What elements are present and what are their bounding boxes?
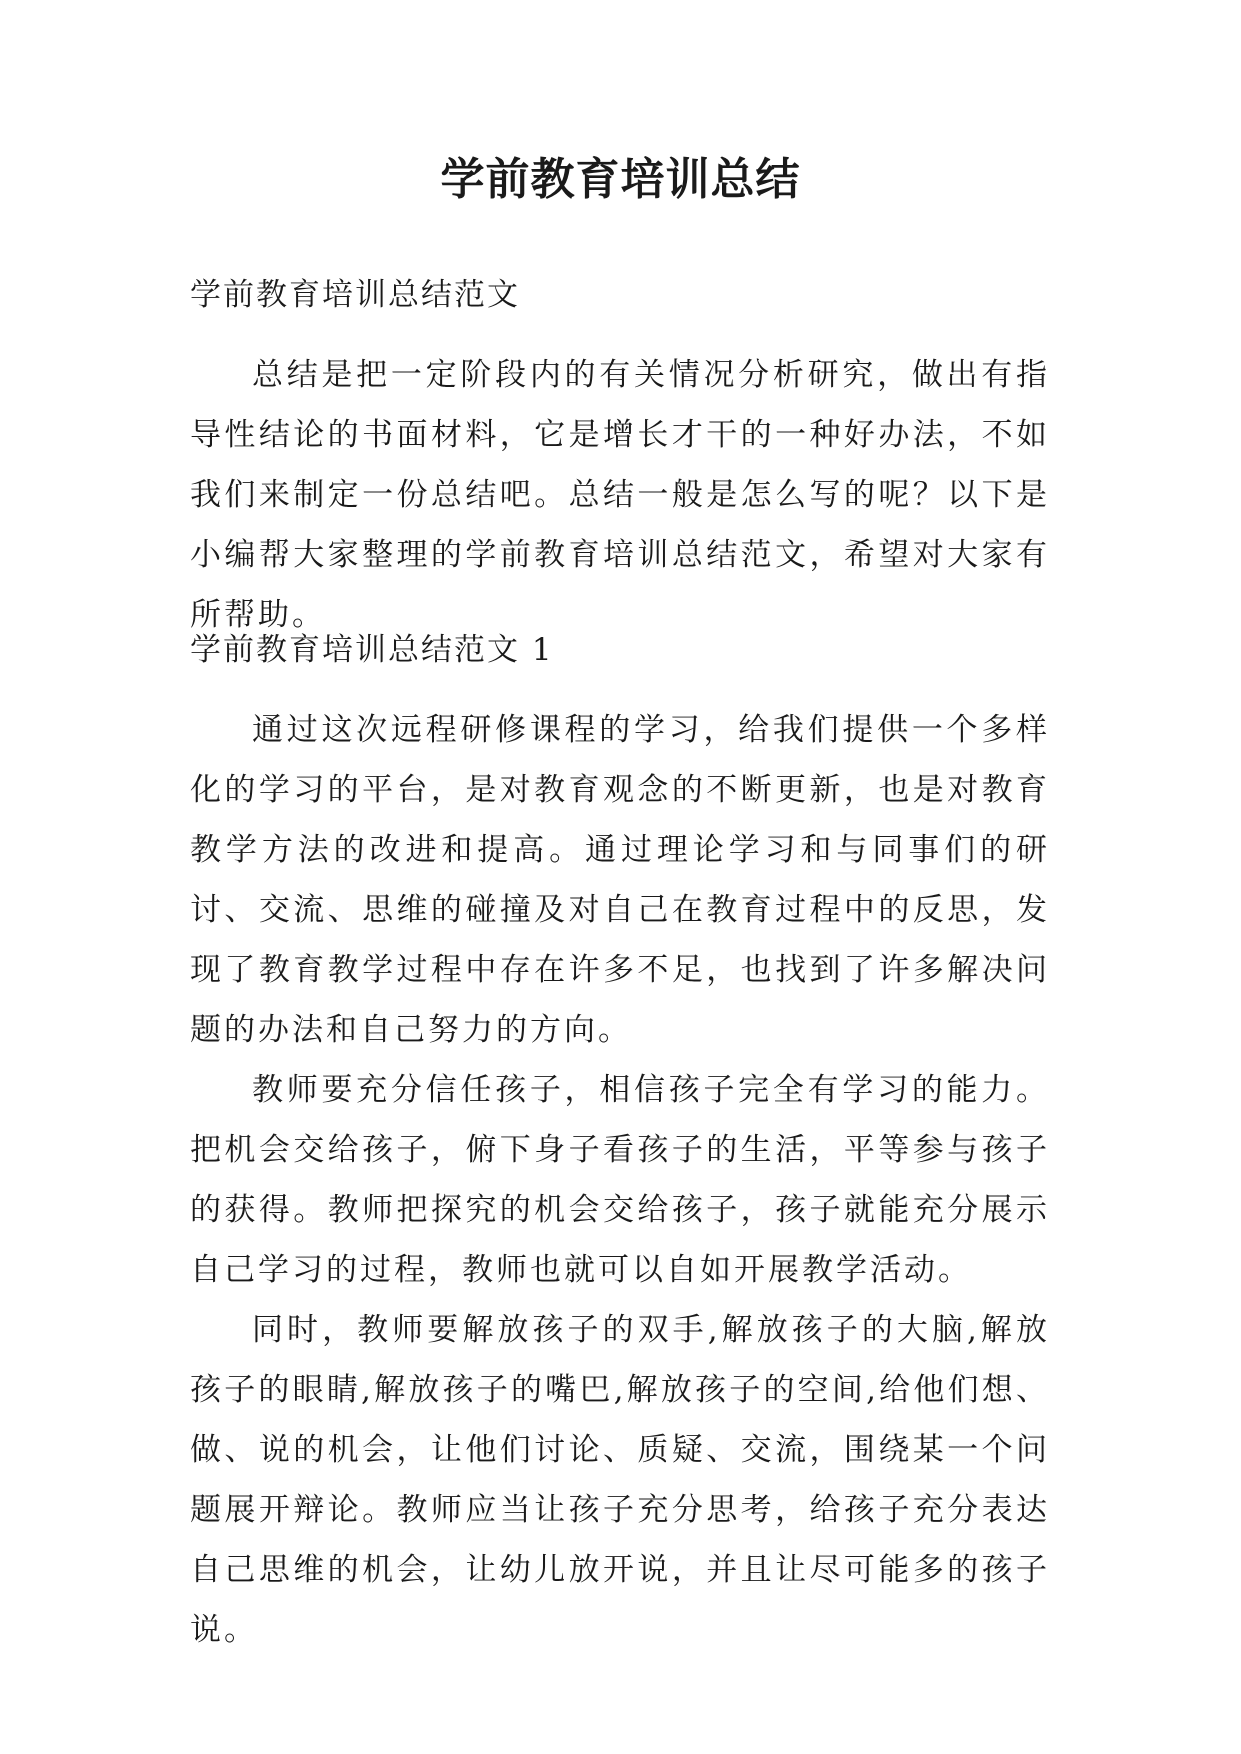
section1-paragraph-3: 同时，教师要解放孩子的双手,解放孩子的大脑,解放孩子的眼睛,解放孩子的嘴巴,解放孩子的空间,给他们想、做、说的机会，让他们讨论、质疑、交流，围绕某一个问题展开辩论。教师应当让孩子充分思考，给孩子充分表达自己思维的机会，让幼儿放开说，并且让尽可能多的孩子说。 (190, 1312, 1050, 1648)
section1-paragraph-2: 教师要充分信任孩子，相信孩子完全有学习的能力。把机会交给孩子，俯下身子看孩子的生活，平等参与孩子的获得。教师把探究的机会交给孩子，孩子就能充分展示自己学习的过程，教师也就可以自如开展教学活动。 (190, 1072, 1050, 1288)
intro-heading: 学前教育培训总结范文 (190, 277, 520, 313)
section1-heading: 学前教育培训总结范文 1 (190, 632, 554, 668)
intro-paragraph: 总结是把一定阶段内的有关情况分析研究，做出有指导性结论的书面材料，它是增长才干的一种好办法，不如我们来制定一份总结吧。总结一般是怎么写的呢？以下是小编帮大家整理的学前教育培训总结范文，希望对大家有所帮助。 (190, 357, 1050, 633)
section1-body (190, 700, 1050, 1660)
intro-section (190, 345, 1050, 645)
document-title: 学前教育培训总结 (440, 154, 801, 205)
section1-paragraph-1: 通过这次远程研修课程的学习，给我们提供一个多样化的学习的平台，是对教育观念的不断更新，也是对教育教学方法的改进和提高。通过理论学习和与同事们的研讨、交流、思维的碰撞及对自己在教育过程中的反思，发现了教育教学过程中存在许多不足，也找到了许多解决问题的办法和自己努力的方向。 (190, 712, 1050, 1048)
